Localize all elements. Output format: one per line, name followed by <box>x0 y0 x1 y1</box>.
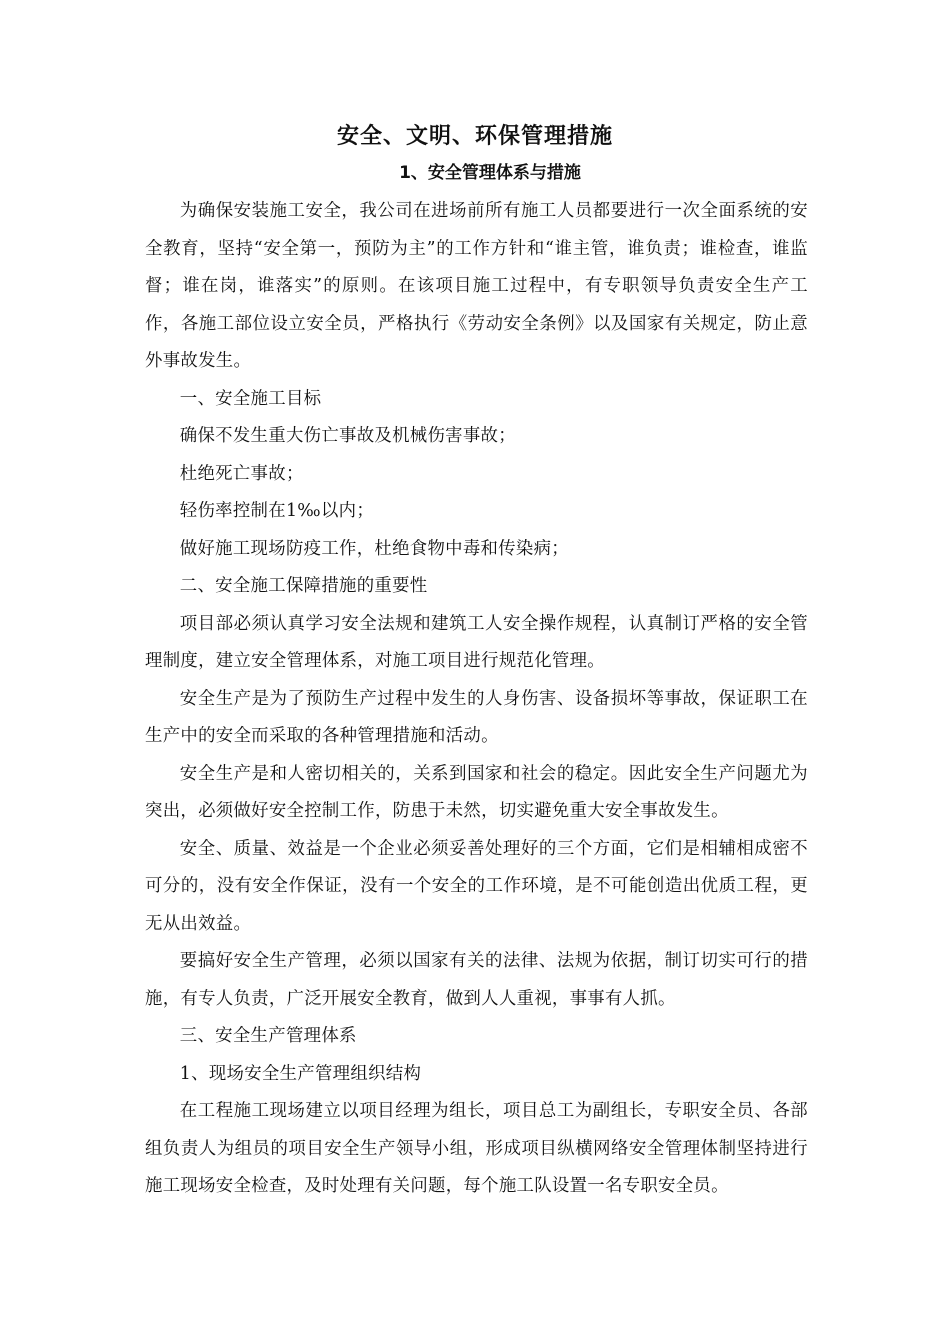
document-body <box>145 193 808 1206</box>
paragraph: 1、现场安全生产管理组织结构 <box>179 1063 422 1084</box>
paragraph: 安全生产是和人密切相关的，关系到国家和社会的稳定。因此安全生产问题尤为突出，必须做好安全控制工作，防患于未然，切实避免重大安全事故发生。 <box>145 763 808 821</box>
paragraph: 做好施工现场防疫工作，杜绝食物中毒和传染病； <box>179 538 569 559</box>
paragraph: 项目部必须认真学习安全法规和建筑工人安全操作规程，认真制订严格的安全管理制度，建立安全管理体系，对施工项目进行规范化管理。 <box>145 613 808 671</box>
paragraph: 为确保安装施工安全，我公司在进场前所有施工人员都要进行一次全面系统的安全教育，坚持“安全第一，预防为主”的工作方针和“谁主管，谁负责；谁检查，谁监督；谁在岗，谁落实”的原则。在该项目施工过程中，有专职领导负责安全生产工作，各施工部位设立安全员，严格执行《劳动安全条例》以及国家有关规定，防止意外事故发生。 <box>145 201 808 371</box>
paragraph: 安全、质量、效益是一个企业必须妥善处理好的三个方面，它们是相辅相成密不可分的，没有安全作保证，没有一个安全的工作环境，是不可能创造出优质工程，更无从出效益。 <box>145 838 808 934</box>
document-title: 安全、文明、环保管理措施 <box>336 124 613 149</box>
paragraph: 一、安全施工目标 <box>179 388 322 409</box>
paragraph: 在工程施工现场建立以项目经理为组长，项目总工为副组长，专职安全员、各部组负责人为组员的项目安全生产领导小组，形成项目纵横网络安全管理体制坚持进行施工现场安全检查，及时处理有关问题，每个施工队设置一名专职安全员。 <box>145 1101 808 1196</box>
paragraph: 三、安全生产管理体系 <box>179 1026 357 1046</box>
paragraph: 要搞好安全生产管理，必须以国家有关的法律、法规为依据，制订切实可行的措施，有专人负责，广泛开展安全教育，做到人人重视，事事有人抓。 <box>145 951 808 1009</box>
paragraph: 安全生产是为了预防生产过程中发生的人身伤害、设备损坏等事故，保证职工在生产中的安全而采取的各种管理措施和活动。 <box>145 688 808 746</box>
paragraph: 确保不发生重大伤亡事故及机械伤害事故； <box>179 426 516 446</box>
paragraph: 杜绝死亡事故； <box>179 463 304 484</box>
paragraph: 轻伤率控制在1‰以内； <box>179 501 375 521</box>
paragraph: 二、安全施工保障措施的重要性 <box>179 576 428 596</box>
section-heading: 1、安全管理体系与措施 <box>399 163 581 183</box>
